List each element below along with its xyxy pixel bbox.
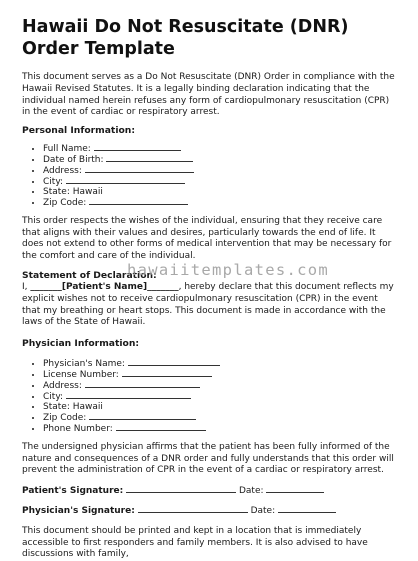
patient-signature-line: Patient's Signature: Date: [22, 485, 398, 498]
affirm-paragraph: The undersigned physician affirms that the patient has been fully informed of the nature and consequences of a DNR order and fully understands that this order will prevent the administration of CPR in the event of a cardiac or respiratory arrest. [22, 441, 394, 476]
list-item: • Zip Code: [43, 197, 398, 208]
declaration-heading: Statement of Declaration: [22, 269, 157, 281]
physician-date-field[interactable] [278, 505, 336, 513]
physician-name-field[interactable] [128, 358, 220, 366]
license-number-field[interactable] [122, 369, 212, 377]
document-title: Hawaii Do Not Resuscitate (DNR) Order Template [22, 17, 349, 59]
physician-city-field[interactable] [66, 391, 191, 399]
patient-signature-field[interactable] [126, 485, 236, 493]
closing-paragraph: This document should be printed and kept in a location that is immediately accessible to first responders and family members. It is also advised to have discussions with family, [22, 525, 368, 560]
dob-field[interactable] [106, 154, 193, 162]
list-item: • Physician's Name: [43, 358, 398, 369]
physician-signature-line: Physician's Signature: Date: [22, 505, 398, 518]
phone-number-field[interactable] [116, 423, 206, 431]
list-item: • State: Hawaii [43, 188, 398, 197]
list-item: • Date of Birth: [43, 154, 398, 165]
list-item: • City: [43, 176, 398, 187]
physician-info-list [22, 358, 398, 434]
physician-info-heading: Physician Information: [22, 338, 140, 350]
list-item: • Address: [43, 165, 398, 176]
document-page [22, 16, 398, 561]
patient-date-field[interactable] [266, 485, 324, 493]
list-item: • State: Hawaii [43, 403, 398, 412]
personal-info-heading: Personal Information: [22, 125, 136, 137]
physician-address-field[interactable] [85, 380, 200, 388]
physician-signature-field[interactable] [138, 505, 248, 513]
respect-paragraph: This order respects the wishes of the individual, ensuring that they receive care that aligns with their values and desires, particularly towards the end of life. It does not extend to other forms of medical intervention that may be necessary for the comfort and care of the individual. [22, 215, 392, 262]
physician-zip-field[interactable] [89, 412, 196, 420]
watermark-text: hawaiitemplates.com [127, 261, 330, 279]
personal-info-list [22, 143, 398, 208]
list-item: • Address: [43, 380, 398, 391]
declaration-paragraph: I, _______[Patient's Name]_______, hereby declare that this document reflects my explicit wishes not to receive cardiopulmonary resuscitation (CPR) in the event that my breathing or heart stops. This document is made in accordance with the laws of the State of Hawaii. [22, 281, 394, 328]
address-field[interactable] [85, 165, 194, 173]
list-item: • City: [43, 391, 398, 402]
patient-name-field[interactable]: _______[Patient's Name]_______ [30, 281, 179, 292]
list-item: • Full Name: [43, 143, 398, 154]
full-name-field[interactable] [94, 143, 181, 151]
intro-paragraph: This document serves as a Do Not Resuscitate (DNR) Order in compliance with the Hawaii Revised Statutes. It is a legally binding declaration indicating that the individual named herein refuses any form of cardiopulmonary resuscitation (CPR) in the event of cardiac or respiratory arrest. [22, 72, 395, 118]
list-item: • License Number: [43, 369, 398, 380]
zip-field[interactable] [89, 197, 188, 205]
list-item: • Phone Number: [43, 423, 398, 434]
city-field[interactable] [66, 176, 185, 184]
list-item: • Zip Code: [43, 412, 398, 423]
